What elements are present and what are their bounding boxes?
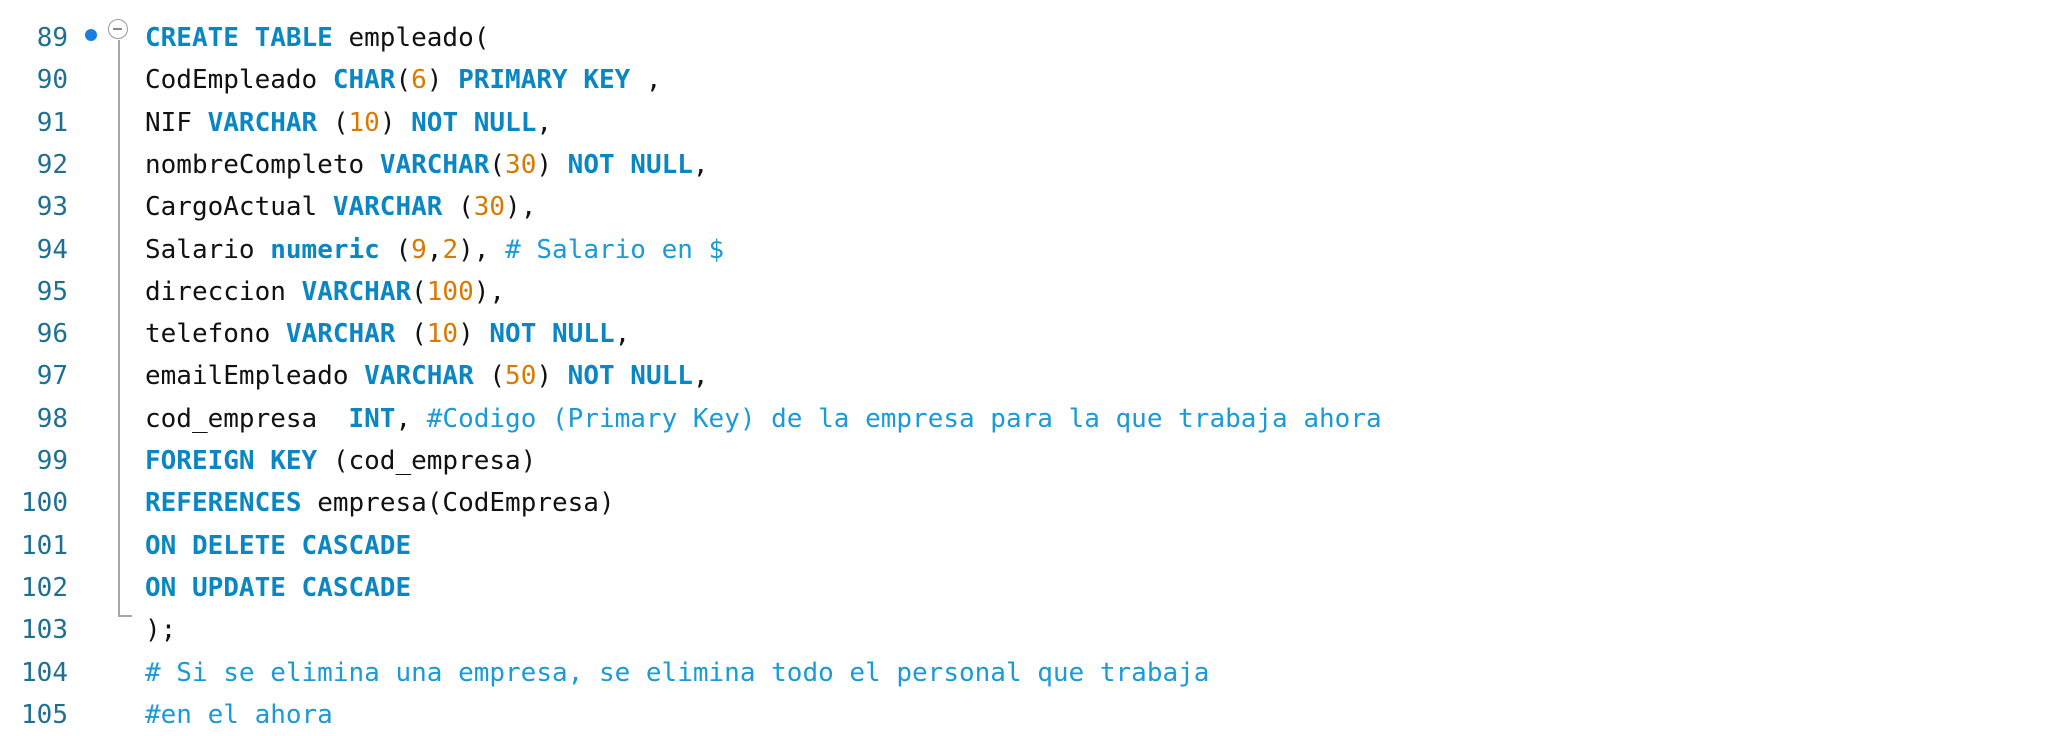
plain-token: ), xyxy=(505,192,537,223)
keyword-token: INT xyxy=(348,403,396,434)
plain-token: ) xyxy=(536,149,568,180)
number-token: 2 xyxy=(442,234,459,265)
keyword-token: CHAR xyxy=(332,65,396,96)
plain-token: CodEmpleado xyxy=(145,65,333,96)
line-number: 99 xyxy=(36,446,68,476)
plain-token: ( xyxy=(473,361,506,392)
plain-token: ), xyxy=(473,276,506,307)
code-line[interactable] xyxy=(0,59,2060,101)
code-text[interactable] xyxy=(145,229,724,271)
number-token: 30 xyxy=(473,192,506,223)
line-number: 96 xyxy=(36,319,68,350)
code-text[interactable] xyxy=(145,609,176,651)
keyword-token: NOT NULL xyxy=(411,107,537,138)
keyword-token: CREATE TABLE xyxy=(145,23,333,53)
code-text[interactable] xyxy=(145,355,709,397)
keyword-token: FOREIGN KEY xyxy=(145,446,318,476)
code-text[interactable] xyxy=(145,59,662,101)
code-text[interactable] xyxy=(145,313,630,355)
plain-token: NIF xyxy=(145,107,208,138)
code-line[interactable] xyxy=(0,144,2060,186)
line-number: 97 xyxy=(36,361,68,392)
plain-token: telefono xyxy=(145,319,286,350)
line-number: 105 xyxy=(21,699,68,730)
plain-token: ), xyxy=(458,234,506,265)
plain-token: ( xyxy=(411,276,427,307)
keyword-token: VARCHAR xyxy=(301,276,412,307)
code-line[interactable] xyxy=(0,229,2060,271)
line-number: 102 xyxy=(21,572,68,603)
plain-token: (cod_empresa) xyxy=(317,446,537,476)
plain-token: empresa(CodEmpresa) xyxy=(301,488,615,519)
line-number: 92 xyxy=(36,149,68,180)
number-token: 10 xyxy=(426,319,459,350)
comment-token: #Codigo (Primary Key) de la empresa para la que trabaja ahora xyxy=(426,403,1382,434)
plain-token: CargoActual xyxy=(145,192,333,223)
plain-token: , xyxy=(395,403,427,434)
code-line[interactable] xyxy=(0,17,2060,59)
keyword-token: VARCHAR xyxy=(207,107,318,138)
code-line[interactable] xyxy=(0,440,2060,482)
line-number: 89 xyxy=(36,23,68,53)
code-line[interactable] xyxy=(0,652,2060,694)
line-number: 93 xyxy=(36,192,68,223)
number-token: 6 xyxy=(411,65,427,96)
keyword-token: REFERENCES xyxy=(145,488,302,519)
plain-token: nombreCompleto xyxy=(145,149,380,180)
number-token: 100 xyxy=(426,276,474,307)
comment-token: # Si se elimina una empresa, se elimina todo el personal que trabaja xyxy=(145,657,1210,688)
code-text[interactable] xyxy=(145,694,333,736)
keyword-token: VARCHAR xyxy=(332,192,443,223)
plain-token: ( xyxy=(379,234,412,265)
code-text[interactable] xyxy=(145,398,1382,440)
plain-token: ) xyxy=(379,107,412,138)
code-line[interactable] xyxy=(0,271,2060,313)
keyword-token: ON DELETE CASCADE xyxy=(145,530,412,561)
code-text[interactable] xyxy=(145,102,552,144)
code-text[interactable] xyxy=(145,482,615,524)
plain-token: ( xyxy=(442,192,474,223)
line-number: 104 xyxy=(21,657,68,688)
number-token: 30 xyxy=(505,149,537,180)
code-text[interactable] xyxy=(145,652,1209,694)
code-line[interactable] xyxy=(0,567,2060,609)
keyword-token: VARCHAR xyxy=(285,319,396,350)
line-number: 101 xyxy=(21,530,68,561)
code-text[interactable] xyxy=(145,144,709,186)
code-line[interactable] xyxy=(0,102,2060,144)
code-line[interactable] xyxy=(0,313,2060,355)
line-number: 94 xyxy=(36,234,68,265)
code-line[interactable] xyxy=(0,694,2060,736)
plain-token: ( xyxy=(317,107,349,138)
plain-token: ( xyxy=(395,319,427,350)
code-text[interactable] xyxy=(145,440,536,482)
plain-token: , xyxy=(692,149,709,180)
code-line[interactable] xyxy=(0,186,2060,228)
line-number: 90 xyxy=(36,65,68,96)
plain-token: ) xyxy=(426,65,459,96)
code-line[interactable] xyxy=(0,355,2060,397)
keyword-token: ON UPDATE CASCADE xyxy=(145,572,412,603)
plain-token: ); xyxy=(145,615,177,646)
code-line[interactable] xyxy=(0,609,2060,651)
plain-token: ( xyxy=(489,149,506,180)
plain-token: ) xyxy=(458,319,490,350)
code-line[interactable] xyxy=(0,482,2060,524)
keyword-token: numeric xyxy=(270,234,380,265)
plain-token: ( xyxy=(395,65,412,96)
keyword-token: NOT NULL xyxy=(567,149,693,180)
line-number: 91 xyxy=(36,107,68,138)
code-text[interactable] xyxy=(145,271,505,313)
plain-token: , xyxy=(536,107,553,138)
line-number: 98 xyxy=(36,403,68,434)
line-number: 103 xyxy=(21,615,68,646)
plain-token: direccion xyxy=(145,276,302,307)
keyword-token: VARCHAR xyxy=(379,149,490,180)
code-text[interactable] xyxy=(145,186,536,228)
line-number: 95 xyxy=(36,276,68,307)
plain-token: , xyxy=(614,319,631,350)
keyword-token: NOT NULL xyxy=(567,361,693,392)
keyword-token: VARCHAR xyxy=(364,361,474,392)
plain-token: empleado( xyxy=(332,23,490,53)
plain-token: Salario xyxy=(145,234,271,265)
plain-token: , xyxy=(692,361,709,392)
plain-token: , xyxy=(630,65,662,96)
code-text[interactable] xyxy=(145,567,411,609)
plain-token: ) xyxy=(536,361,568,392)
number-token: 9 xyxy=(411,234,427,265)
number-token: 10 xyxy=(348,107,380,138)
plain-token: cod_empresa xyxy=(145,403,349,434)
plain-token: , xyxy=(426,234,443,265)
comment-token: #en el ahora xyxy=(145,699,333,730)
code-line[interactable] xyxy=(0,525,2060,567)
keyword-token: NOT NULL xyxy=(489,319,615,350)
number-token: 50 xyxy=(505,361,537,392)
code-text[interactable] xyxy=(145,17,489,59)
comment-token: # Salario en $ xyxy=(505,234,725,265)
code-text[interactable] xyxy=(145,525,411,567)
plain-token: emailEmpleado xyxy=(145,361,365,392)
keyword-token: PRIMARY KEY xyxy=(458,65,631,96)
line-number: 100 xyxy=(21,488,68,519)
code-line[interactable] xyxy=(0,398,2060,440)
